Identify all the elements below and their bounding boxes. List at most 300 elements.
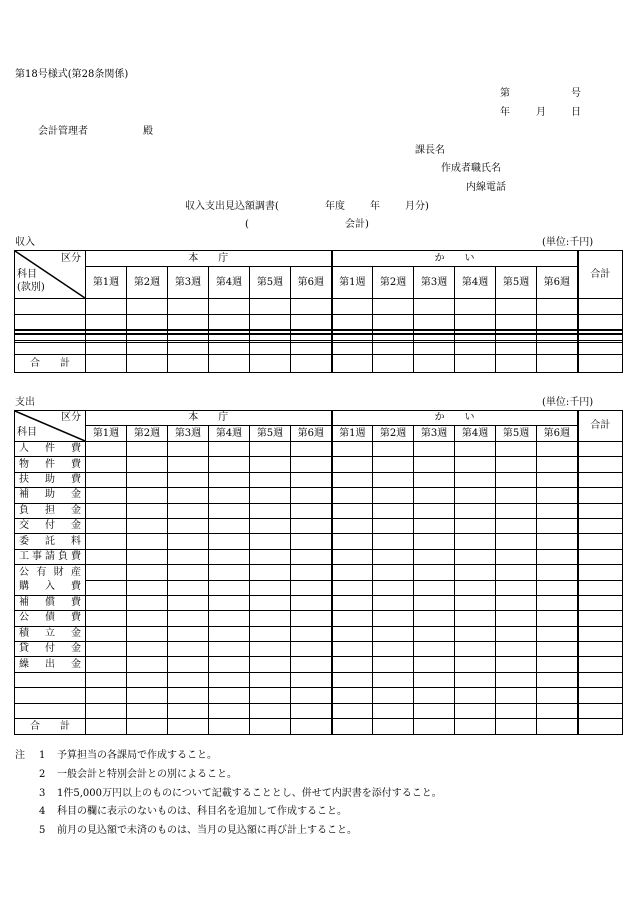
amount-cell[interactable] xyxy=(250,503,291,518)
amount-cell[interactable] xyxy=(496,472,537,487)
amount-cell[interactable] xyxy=(414,595,455,610)
amount-cell[interactable] xyxy=(537,442,578,457)
amount-cell[interactable] xyxy=(127,565,168,580)
amount-cell[interactable] xyxy=(86,442,127,457)
row-total-cell[interactable] xyxy=(578,611,623,626)
amount-cell[interactable] xyxy=(86,719,127,735)
amount-cell[interactable] xyxy=(291,611,332,626)
row-total-cell[interactable] xyxy=(578,688,623,703)
amount-cell[interactable] xyxy=(86,565,127,580)
amount-cell[interactable] xyxy=(332,565,373,580)
income-week-header: 第5週 xyxy=(496,267,537,299)
amount-cell[interactable] xyxy=(291,355,332,373)
amount-cell[interactable] xyxy=(414,457,455,472)
amount-cell[interactable] xyxy=(291,688,332,703)
amount-cell[interactable] xyxy=(414,472,455,487)
amount-cell[interactable] xyxy=(209,549,250,564)
amount-cell[interactable] xyxy=(209,595,250,610)
amount-cell[interactable] xyxy=(168,626,209,641)
amount-cell[interactable] xyxy=(414,488,455,503)
amount-cell[interactable] xyxy=(127,503,168,518)
amount-cell[interactable] xyxy=(414,534,455,549)
amount-cell[interactable] xyxy=(209,565,250,580)
amount-cell[interactable] xyxy=(86,626,127,641)
amount-cell[interactable] xyxy=(373,549,414,564)
amount-cell[interactable] xyxy=(250,518,291,533)
amount-cell[interactable] xyxy=(414,442,455,457)
amount-cell[interactable] xyxy=(496,341,537,355)
expense-week-header: 第5週 xyxy=(496,426,537,442)
amount-cell[interactable] xyxy=(537,355,578,373)
amount-cell[interactable] xyxy=(537,488,578,503)
row-total-cell[interactable] xyxy=(578,549,623,564)
row-total-cell[interactable] xyxy=(578,626,623,641)
expense-week-header: 第2週 xyxy=(127,426,168,442)
amount-cell[interactable] xyxy=(86,488,127,503)
amount-cell[interactable] xyxy=(86,534,127,549)
expense-row xyxy=(15,595,623,610)
date-year: 年 xyxy=(500,107,510,118)
amount-cell[interactable] xyxy=(496,503,537,518)
amount-cell[interactable] xyxy=(496,518,537,533)
amount-cell[interactable] xyxy=(496,488,537,503)
row-total-cell[interactable] xyxy=(578,299,623,315)
amount-cell[interactable] xyxy=(414,611,455,626)
amount-cell[interactable] xyxy=(537,534,578,549)
amount-cell[interactable] xyxy=(291,341,332,355)
amount-cell[interactable] xyxy=(127,672,168,687)
amount-cell[interactable] xyxy=(332,703,373,718)
amount-cell[interactable] xyxy=(127,488,168,503)
amount-cell[interactable] xyxy=(209,472,250,487)
amount-cell[interactable] xyxy=(127,688,168,703)
income-week-header: 第3週 xyxy=(168,267,209,299)
amount-cell[interactable] xyxy=(537,719,578,735)
amount-cell[interactable] xyxy=(332,534,373,549)
amount-cell[interactable] xyxy=(250,565,291,580)
amount-cell[interactable] xyxy=(250,657,291,672)
amount-cell[interactable] xyxy=(455,642,496,657)
amount-cell[interactable] xyxy=(455,442,496,457)
amount-cell[interactable] xyxy=(209,503,250,518)
amount-cell[interactable] xyxy=(414,703,455,718)
amount-cell[interactable] xyxy=(455,518,496,533)
amount-cell[interactable] xyxy=(291,299,332,315)
amount-cell[interactable] xyxy=(291,672,332,687)
amount-cell[interactable] xyxy=(332,688,373,703)
amount-cell[interactable] xyxy=(127,534,168,549)
amount-cell[interactable] xyxy=(209,299,250,315)
amount-cell[interactable] xyxy=(250,626,291,641)
amount-cell[interactable] xyxy=(332,518,373,533)
amount-cell[interactable] xyxy=(414,672,455,687)
amount-cell[interactable] xyxy=(168,355,209,373)
amount-cell[interactable] xyxy=(250,719,291,735)
expense-table xyxy=(14,410,623,735)
amount-cell[interactable] xyxy=(250,688,291,703)
amount-cell[interactable] xyxy=(168,341,209,355)
amount-cell[interactable] xyxy=(209,626,250,641)
amount-cell[interactable] xyxy=(537,503,578,518)
amount-cell[interactable] xyxy=(373,642,414,657)
row-total-cell[interactable] xyxy=(578,503,623,518)
amount-cell[interactable] xyxy=(332,595,373,610)
amount-cell[interactable] xyxy=(86,299,127,315)
amount-cell[interactable] xyxy=(86,549,127,564)
amount-cell[interactable] xyxy=(209,657,250,672)
amount-cell[interactable] xyxy=(168,299,209,315)
amount-cell[interactable] xyxy=(455,688,496,703)
amount-cell[interactable] xyxy=(496,457,537,472)
amount-cell[interactable] xyxy=(496,595,537,610)
amount-cell[interactable] xyxy=(168,611,209,626)
amount-cell[interactable] xyxy=(332,488,373,503)
amount-cell[interactable] xyxy=(250,488,291,503)
amount-cell[interactable] xyxy=(537,703,578,718)
amount-cell[interactable] xyxy=(455,611,496,626)
amount-cell[interactable] xyxy=(496,534,537,549)
amount-cell[interactable] xyxy=(291,457,332,472)
amount-cell[interactable] xyxy=(250,457,291,472)
amount-cell[interactable] xyxy=(332,657,373,672)
amount-cell[interactable] xyxy=(373,595,414,610)
amount-cell[interactable] xyxy=(127,299,168,315)
amount-cell[interactable] xyxy=(250,672,291,687)
amount-cell[interactable] xyxy=(414,642,455,657)
amount-cell[interactable] xyxy=(332,672,373,687)
amount-cell[interactable] xyxy=(168,518,209,533)
amount-cell[interactable] xyxy=(496,657,537,672)
amount-cell[interactable] xyxy=(291,472,332,487)
amount-cell[interactable] xyxy=(496,442,537,457)
amount-cell[interactable] xyxy=(209,642,250,657)
amount-cell[interactable] xyxy=(496,355,537,373)
amount-cell[interactable] xyxy=(209,457,250,472)
amount-cell[interactable] xyxy=(168,719,209,735)
row-total-cell[interactable] xyxy=(578,657,623,672)
amount-cell[interactable] xyxy=(455,657,496,672)
amount-cell[interactable] xyxy=(496,626,537,641)
amount-cell[interactable] xyxy=(373,672,414,687)
amount-cell[interactable] xyxy=(332,503,373,518)
amount-cell[interactable] xyxy=(127,611,168,626)
amount-cell[interactable] xyxy=(332,642,373,657)
amount-cell[interactable] xyxy=(168,672,209,687)
amount-cell[interactable] xyxy=(250,299,291,315)
amount-cell[interactable] xyxy=(209,442,250,457)
amount-cell[interactable] xyxy=(455,457,496,472)
amount-cell[interactable] xyxy=(209,534,250,549)
amount-cell[interactable] xyxy=(332,626,373,641)
amount-cell[interactable] xyxy=(373,657,414,672)
amount-cell[interactable] xyxy=(168,457,209,472)
expense-row xyxy=(15,565,623,580)
amount-cell[interactable] xyxy=(373,488,414,503)
expense-row xyxy=(15,518,623,533)
amount-cell[interactable] xyxy=(291,503,332,518)
expense-label: 支出 xyxy=(15,397,35,408)
amount-cell[interactable] xyxy=(209,611,250,626)
amount-cell[interactable] xyxy=(209,672,250,687)
amount-cell[interactable] xyxy=(291,488,332,503)
expense-week-header: 第5週 xyxy=(250,426,291,442)
amount-cell[interactable] xyxy=(537,518,578,533)
amount-cell[interactable] xyxy=(168,565,209,580)
amount-cell[interactable] xyxy=(291,657,332,672)
amount-cell[interactable] xyxy=(373,719,414,735)
amount-cell[interactable] xyxy=(537,299,578,315)
amount-cell[interactable] xyxy=(168,580,209,595)
amount-cell[interactable] xyxy=(209,355,250,373)
amount-cell[interactable] xyxy=(127,442,168,457)
amount-cell[interactable] xyxy=(168,595,209,610)
amount-cell[interactable] xyxy=(168,488,209,503)
amount-cell[interactable] xyxy=(414,719,455,735)
amount-cell[interactable] xyxy=(496,580,537,595)
amount-cell[interactable] xyxy=(414,565,455,580)
amount-cell[interactable] xyxy=(373,299,414,315)
amount-cell[interactable] xyxy=(127,580,168,595)
amount-cell[interactable] xyxy=(496,642,537,657)
amount-cell[interactable] xyxy=(455,549,496,564)
amount-cell[interactable] xyxy=(127,626,168,641)
row-total-cell[interactable] xyxy=(578,442,623,457)
amount-cell[interactable] xyxy=(373,355,414,373)
row-total-cell[interactable] xyxy=(578,341,623,355)
amount-cell[interactable] xyxy=(291,565,332,580)
amount-cell[interactable] xyxy=(455,626,496,641)
amount-cell[interactable] xyxy=(373,341,414,355)
amount-cell[interactable] xyxy=(86,595,127,610)
row-total-cell[interactable] xyxy=(578,457,623,472)
amount-cell[interactable] xyxy=(86,703,127,718)
amount-cell[interactable] xyxy=(332,472,373,487)
amount-cell[interactable] xyxy=(414,355,455,373)
amount-cell[interactable] xyxy=(537,611,578,626)
amount-cell[interactable] xyxy=(209,518,250,533)
amount-cell[interactable] xyxy=(373,518,414,533)
amount-cell[interactable] xyxy=(127,642,168,657)
amount-cell[interactable] xyxy=(496,611,537,626)
amount-cell[interactable] xyxy=(537,341,578,355)
amount-cell[interactable] xyxy=(332,442,373,457)
row-total-cell[interactable] xyxy=(578,565,623,580)
amount-cell[interactable] xyxy=(250,534,291,549)
amount-cell[interactable] xyxy=(414,626,455,641)
amount-cell[interactable] xyxy=(332,341,373,355)
amount-cell[interactable] xyxy=(250,611,291,626)
amount-cell[interactable] xyxy=(455,595,496,610)
amount-cell[interactable] xyxy=(291,580,332,595)
row-total-cell[interactable] xyxy=(578,672,623,687)
amount-cell[interactable] xyxy=(291,534,332,549)
amount-cell[interactable] xyxy=(373,626,414,641)
amount-cell[interactable] xyxy=(168,534,209,549)
amount-cell[interactable] xyxy=(291,595,332,610)
row-total-cell[interactable] xyxy=(578,580,623,595)
amount-cell[interactable] xyxy=(455,341,496,355)
amount-cell[interactable] xyxy=(537,642,578,657)
amount-cell[interactable] xyxy=(455,580,496,595)
amount-cell[interactable] xyxy=(496,299,537,315)
amount-cell[interactable] xyxy=(414,657,455,672)
amount-cell[interactable] xyxy=(86,688,127,703)
amount-cell[interactable] xyxy=(332,580,373,595)
amount-cell[interactable] xyxy=(250,472,291,487)
amount-cell[interactable] xyxy=(86,355,127,373)
amount-cell[interactable] xyxy=(496,703,537,718)
amount-cell[interactable] xyxy=(373,580,414,595)
amount-cell[interactable] xyxy=(537,549,578,564)
amount-cell[interactable] xyxy=(291,703,332,718)
amount-cell[interactable] xyxy=(537,565,578,580)
amount-cell[interactable] xyxy=(250,580,291,595)
expense-subject-label: 公有財産 xyxy=(15,565,86,580)
row-total-cell[interactable] xyxy=(578,534,623,549)
amount-cell[interactable] xyxy=(86,657,127,672)
amount-cell[interactable] xyxy=(209,719,250,735)
amount-cell[interactable] xyxy=(414,299,455,315)
amount-cell[interactable] xyxy=(537,688,578,703)
amount-cell[interactable] xyxy=(168,503,209,518)
amount-cell[interactable] xyxy=(496,719,537,735)
amount-cell[interactable] xyxy=(496,672,537,687)
amount-cell[interactable] xyxy=(168,442,209,457)
amount-cell[interactable] xyxy=(414,518,455,533)
row-total-cell[interactable] xyxy=(578,355,623,373)
amount-cell[interactable] xyxy=(373,457,414,472)
amount-cell[interactable] xyxy=(414,549,455,564)
amount-cell[interactable] xyxy=(373,703,414,718)
amount-cell[interactable] xyxy=(373,688,414,703)
amount-cell[interactable] xyxy=(414,688,455,703)
amount-cell[interactable] xyxy=(86,341,127,355)
amount-cell[interactable] xyxy=(250,549,291,564)
amount-cell[interactable] xyxy=(127,457,168,472)
amount-cell[interactable] xyxy=(537,457,578,472)
amount-cell[interactable] xyxy=(168,642,209,657)
amount-cell[interactable] xyxy=(373,534,414,549)
amount-cell[interactable] xyxy=(332,549,373,564)
amount-cell[interactable] xyxy=(455,565,496,580)
amount-cell[interactable] xyxy=(455,719,496,735)
amount-cell[interactable] xyxy=(209,703,250,718)
amount-cell[interactable] xyxy=(291,642,332,657)
amount-cell[interactable] xyxy=(127,341,168,355)
amount-cell[interactable] xyxy=(537,672,578,687)
amount-cell[interactable] xyxy=(455,534,496,549)
amount-cell[interactable] xyxy=(250,341,291,355)
amount-cell[interactable] xyxy=(455,472,496,487)
amount-cell[interactable] xyxy=(332,299,373,315)
amount-cell[interactable] xyxy=(168,472,209,487)
amount-cell[interactable] xyxy=(332,719,373,735)
row-total-cell[interactable] xyxy=(578,719,623,735)
amount-cell[interactable] xyxy=(127,549,168,564)
amount-cell[interactable] xyxy=(168,688,209,703)
amount-cell[interactable] xyxy=(86,457,127,472)
amount-cell[interactable] xyxy=(332,457,373,472)
amount-cell[interactable] xyxy=(455,503,496,518)
amount-cell[interactable] xyxy=(455,488,496,503)
amount-cell[interactable] xyxy=(250,595,291,610)
amount-cell[interactable] xyxy=(373,442,414,457)
amount-cell[interactable] xyxy=(332,355,373,373)
amount-cell[interactable] xyxy=(537,472,578,487)
amount-cell[interactable] xyxy=(209,580,250,595)
amount-cell[interactable] xyxy=(455,355,496,373)
amount-cell[interactable] xyxy=(127,719,168,735)
amount-cell[interactable] xyxy=(455,299,496,315)
amount-cell[interactable] xyxy=(291,719,332,735)
amount-cell[interactable] xyxy=(209,488,250,503)
amount-cell[interactable] xyxy=(250,355,291,373)
amount-cell[interactable] xyxy=(86,518,127,533)
amount-cell[interactable] xyxy=(127,355,168,373)
row-total-cell[interactable] xyxy=(578,642,623,657)
amount-cell[interactable] xyxy=(332,611,373,626)
amount-cell[interactable] xyxy=(250,642,291,657)
amount-cell[interactable] xyxy=(414,341,455,355)
amount-cell[interactable] xyxy=(250,703,291,718)
amount-cell[interactable] xyxy=(291,626,332,641)
amount-cell[interactable] xyxy=(127,657,168,672)
amount-cell[interactable] xyxy=(496,565,537,580)
amount-cell[interactable] xyxy=(86,472,127,487)
amount-cell[interactable] xyxy=(373,503,414,518)
amount-cell[interactable] xyxy=(86,672,127,687)
amount-cell[interactable] xyxy=(291,518,332,533)
amount-cell[interactable] xyxy=(86,611,127,626)
income-week-header: 第4週 xyxy=(455,267,496,299)
amount-cell[interactable] xyxy=(250,442,291,457)
amount-cell[interactable] xyxy=(455,672,496,687)
row-total-cell[interactable] xyxy=(578,703,623,718)
row-total-cell[interactable] xyxy=(578,518,623,533)
row-total-cell[interactable] xyxy=(578,488,623,503)
income-week-header: 第6週 xyxy=(537,267,578,299)
row-total-cell[interactable] xyxy=(578,595,623,610)
amount-cell[interactable] xyxy=(291,442,332,457)
amount-cell[interactable] xyxy=(496,688,537,703)
amount-cell[interactable] xyxy=(537,657,578,672)
amount-cell[interactable] xyxy=(291,549,332,564)
amount-cell[interactable] xyxy=(127,472,168,487)
amount-cell[interactable] xyxy=(127,703,168,718)
amount-cell[interactable] xyxy=(373,472,414,487)
amount-cell[interactable] xyxy=(127,518,168,533)
amount-cell[interactable] xyxy=(537,595,578,610)
amount-cell[interactable] xyxy=(414,503,455,518)
amount-cell[interactable] xyxy=(86,503,127,518)
amount-cell[interactable] xyxy=(496,549,537,564)
amount-cell[interactable] xyxy=(127,595,168,610)
amount-cell[interactable] xyxy=(455,703,496,718)
amount-cell[interactable] xyxy=(537,626,578,641)
amount-cell[interactable] xyxy=(373,565,414,580)
amount-cell[interactable] xyxy=(168,549,209,564)
amount-cell[interactable] xyxy=(414,580,455,595)
amount-cell[interactable] xyxy=(209,341,250,355)
amount-cell[interactable] xyxy=(86,642,127,657)
amount-cell[interactable] xyxy=(86,580,127,595)
amount-cell[interactable] xyxy=(373,611,414,626)
amount-cell[interactable] xyxy=(209,688,250,703)
amount-cell[interactable] xyxy=(168,703,209,718)
amount-cell[interactable] xyxy=(537,580,578,595)
row-total-cell[interactable] xyxy=(578,472,623,487)
amount-cell[interactable] xyxy=(168,657,209,672)
